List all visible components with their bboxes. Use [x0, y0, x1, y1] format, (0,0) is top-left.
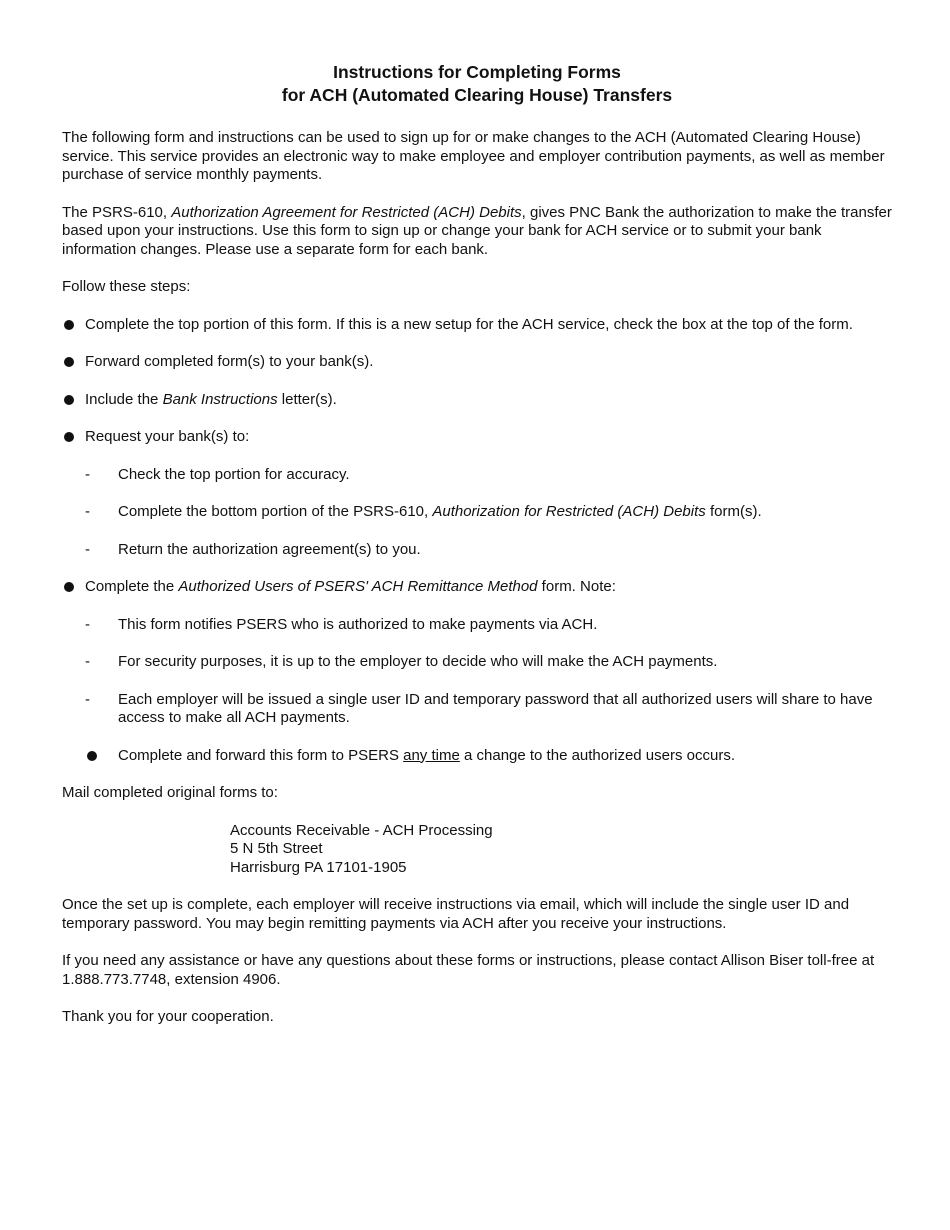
step-item	[62, 391, 892, 410]
sub-step-text: Check the top portion for accuracy.	[118, 465, 350, 483]
follow-steps-label: Follow these steps:	[62, 278, 191, 295]
psrs-pre: The PSRS-610,	[62, 203, 172, 221]
sub-step-item	[62, 747, 892, 766]
sub-step-item	[62, 541, 892, 560]
thanks-paragraph: Thank you for your cooperation.	[62, 1008, 274, 1025]
sub-step-text-post: form(s).	[705, 503, 762, 520]
sub-step-text-italic: Authorization for Restricted (ACH) Debits	[432, 503, 706, 520]
bullet-icon	[64, 320, 74, 330]
psrs-post: , gives PNC Bank the authorization to make the transfer based upon your instructions. Use this form to sign up or change your bank for ACH service or to submit your bank information changes. Please use a separate form for each bank.	[62, 203, 892, 258]
mailing-address	[62, 822, 892, 878]
assistance-paragraph: If you need any assistance or have any questions about these forms or instructions, please contact Allison Biser toll-free at 1.888.773.7748, extension 4906.	[62, 952, 875, 988]
step-item	[62, 316, 892, 335]
sub-step-item	[62, 616, 892, 635]
sub-step-text: This form notifies PSERS who is authorized to make payments via ACH.	[118, 615, 598, 633]
sub-step-text-post: a change to the authorized users occurs.	[459, 746, 735, 764]
address-line-2: 5 N 5th Street	[230, 840, 323, 857]
setup-paragraph: Once the set up is complete, each employer will receive instructions via email, which will include the single user ID and temporary password. You may begin remitting payments via ACH after you receive your instructions.	[62, 896, 850, 932]
step-text-italic: Authorized Users of PSERS' ACH Remittance Method	[178, 578, 538, 595]
dash-marker: -	[85, 540, 90, 558]
intro-paragraph: The following form and instructions can be used to sign up for or make changes to the ACH (Automated Clearing House) service. This service provides an electronic way to make employee and employer contribution payments, as well as member purchase of service monthly payments.	[62, 129, 885, 183]
step-item	[62, 353, 892, 372]
step-text: Complete the top portion of this form. If this is a new setup for the ACH service, check the box at the top of the form.	[85, 315, 853, 333]
address-line-3: Harrisburg PA 17101-1905	[230, 858, 407, 876]
step-text: Forward completed form(s) to your bank(s).	[85, 353, 374, 370]
sub-step-item	[62, 466, 892, 485]
sub-step-item	[62, 653, 892, 672]
psrs-form-title: Authorization Agreement for Restricted (ACH) Debits	[171, 203, 522, 221]
underlined-text: any time	[403, 746, 460, 764]
bullet-icon	[87, 751, 97, 761]
step-text-pre: Complete the	[85, 578, 179, 595]
sub-step-item	[62, 503, 892, 522]
sub-step-text-pre: Complete the bottom portion of the PSRS-610,	[118, 503, 433, 520]
bullet-icon	[64, 582, 74, 592]
bullet-icon	[64, 357, 74, 367]
sub-step-text: For security purposes, it is up to the employer to decide who will make the ACH payments.	[118, 653, 718, 670]
address-line-1: Accounts Receivable - ACH Processing	[230, 821, 493, 839]
sub-step-text: Each employer will be issued a single user ID and temporary password that all authorized users will share to have access to make all ACH payments.	[118, 690, 873, 726]
dash-marker: -	[85, 503, 90, 520]
bullet-icon	[64, 432, 74, 442]
dash-marker: -	[85, 653, 90, 670]
dash-marker: -	[85, 465, 90, 483]
sub-step-text: Return the authorization agreement(s) to you.	[118, 540, 421, 558]
step-text-post: letter(s).	[277, 390, 337, 408]
step-text-italic: Bank Instructions	[162, 390, 278, 408]
page-title	[62, 61, 892, 107]
step-item	[62, 428, 892, 447]
bullet-icon	[64, 395, 74, 405]
step-text-pre: Include the	[85, 390, 163, 408]
dash-marker: -	[85, 690, 90, 708]
title-line-1: Instructions for Completing Forms	[333, 62, 621, 82]
step-text-post: form. Note:	[537, 578, 616, 595]
dash-marker: -	[85, 615, 90, 633]
step-item	[62, 578, 892, 597]
mail-label: Mail completed original forms to:	[62, 784, 278, 801]
psrs-paragraph	[62, 204, 892, 260]
sub-step-text-pre: Complete and forward this form to PSERS	[118, 746, 404, 764]
sub-step-item	[62, 691, 892, 728]
step-text: Request your bank(s) to:	[85, 428, 250, 445]
title-line-2: for ACH (Automated Clearing House) Transfers	[281, 85, 673, 105]
document-page	[62, 61, 892, 1046]
